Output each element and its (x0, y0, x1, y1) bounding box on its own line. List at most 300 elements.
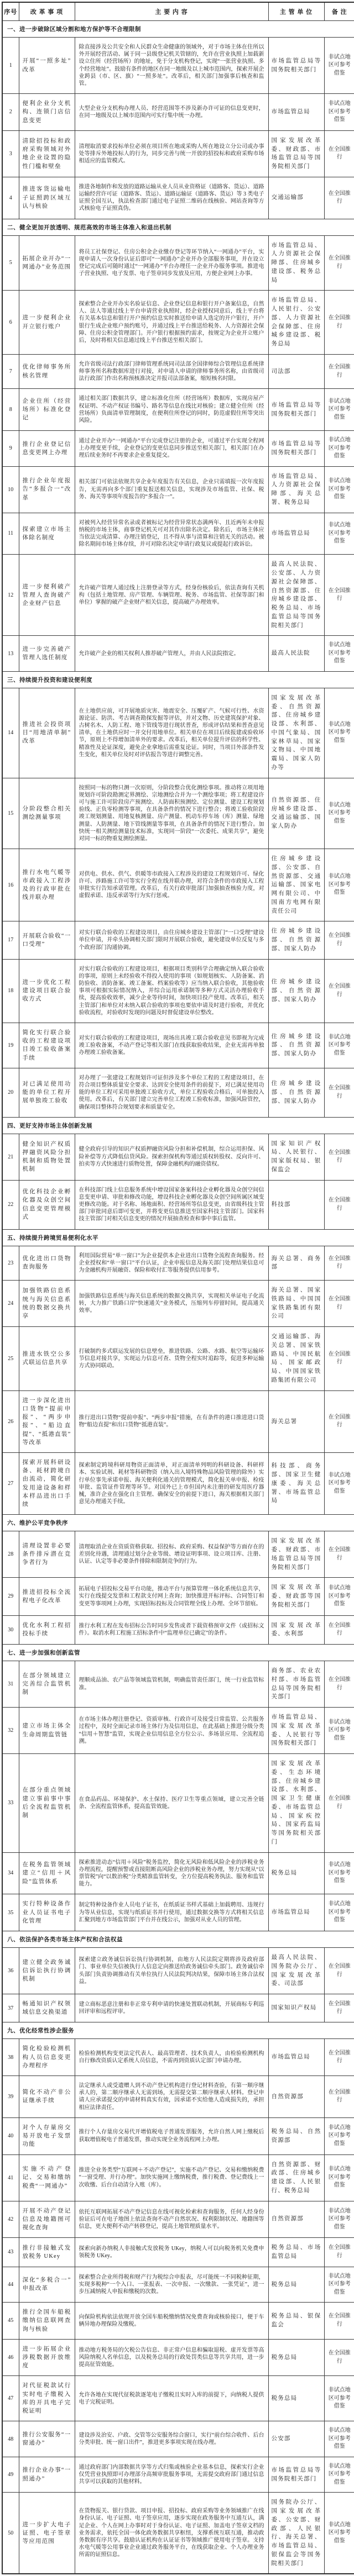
row-number-cell: 5 (2, 235, 19, 291)
row-number-cell: 47 (2, 2376, 19, 2421)
main-content-cell: 探索建立政务诚信诉讼执行协调机制，由地方人民法院定期将涉及政府部门、事业单位失信被执行人信息定向推送给政务诚信牵头部门。政务诚信牵头部门负责协调推动有关单位执行人民法院判决结果，保障市场主体合法权益。 (75, 1948, 268, 1994)
agency-cell: 市场监管总局 (268, 513, 324, 555)
note-cell: 在全国推行 (324, 354, 354, 389)
note-cell: 非试点地区可参考借鉴 (324, 849, 354, 921)
agency-cell: 住房城乡建设部、公安部、自然资源部、交通运输部、国家电网有限公司、中国南方电网有限责任公司 (268, 849, 324, 921)
row-number-cell: 17 (2, 921, 19, 959)
agency-cell: 国家发展改革委、财政部、市场监管总局等国务院相关部门 (268, 130, 324, 177)
reform-item-cell: 推行公安服务“一窗通办” (19, 2421, 75, 2457)
table-row (2, 38, 354, 94)
table-row (2, 1754, 354, 1853)
reform-item-cell: 在部分领域建立完善综合监管机制 (19, 1661, 75, 1708)
main-content-cell: 探索推进动态“信用＋风险”税务监控，简化无风险和低风险企业的涉税业务办理流程，提醒预警或直接阻断高风险企业的涉税业务办理，努力实现从“以票管税”向“以数治税”分类精准监管转变，全方位提高税务执法、服务和监管能力。 (75, 1852, 268, 1894)
row-number-cell: 31 (2, 1661, 19, 1708)
main-content-cell: 建设涉及治安、户政、交管等公安服务综合窗口，实行“前台综合收件、后台分类审批、统一窗口出件”，推进更多事项实现在线办理。 (75, 2421, 268, 2457)
table-row (2, 959, 354, 1023)
note-cell: 在全国推行 (324, 291, 354, 355)
reform-item-cell: 探索建立市场主体除名制度 (19, 513, 75, 555)
main-content-cell: 清理取消企业在资质资格获取、招投标、政府采购、权益保护等方面存在的差别化待遇，清理通过划分企业等级、增设证明事项、设立项目库、注册、认证、认定等非必要条件排除和限制竞争的行为。 (75, 1531, 268, 1578)
agency-cell: 市场监管总局 (268, 1894, 324, 1931)
note-cell: 非试点地区可参考借鉴 (324, 688, 354, 778)
row-number-cell: 30 (2, 1615, 19, 1645)
agency-cell: 税务总局、市场监管总局 (268, 2238, 324, 2267)
section-title: 四、更好支持市场主体创新发展 (2, 1117, 354, 1134)
section-header-row (2, 1229, 354, 1246)
note-cell: 非试点地区可参考借鉴 (324, 94, 354, 131)
table-row (2, 1390, 354, 1452)
note-cell: 在全国推行 (324, 959, 354, 1023)
table-row (2, 431, 354, 467)
row-number-cell: 38 (2, 2039, 19, 2076)
table-row (2, 2421, 354, 2457)
section-title: 三、持续提升投资和建设便利度 (2, 671, 354, 688)
reform-table-body (2, 21, 354, 2574)
agency-cell: 司法部 (268, 354, 324, 389)
main-content-cell: 对被列入经营异常名录或者被标记为经营异常状态满两年、且近两年未申报纳税的市场主体，商事登记机关可对其作出除名决定。除名后，市场主体应当依法完成清算、办理注销登记，且不得从事与清算和注销无关的活动。被除名期间市场主体存续，并可对除名决定申请行政复议或提起行政诉讼。 (75, 513, 268, 555)
reform-item-cell: 畅通知识产权领域信息交换渠道 (19, 1994, 75, 2022)
row-number-cell: 39 (2, 2076, 19, 2118)
main-content-cell: 推进全业务类型“互联网＋不动产登记”，实施不动产登记、交易和缴纳税费“一窗受理、并行办理”。加快实施网上缴纳税费，推行税费、登记费线上一次收缴、后台自动清分入账（库）。 (75, 2154, 268, 2201)
main-content-cell: 通过企业开办“一网通办”平台完成登记注册的企业，可通过平台实现全程网上办理变更手续，企业登记的变更信息同步推送至相关部门，相关部门在办理后续业务时不再要求企业重复提交。 (75, 431, 268, 467)
reform-item-cell: 进一步便利破产管理人查询破产企业财产信息 (19, 555, 75, 636)
reform-item-cell: 清除招投标和政府采购领域对外地企业设置的隐性门槛和壁垒 (19, 130, 75, 177)
row-number-cell: 26 (2, 1390, 19, 1452)
table-row (2, 636, 354, 672)
row-number-cell: 21 (2, 1134, 19, 1180)
agency-cell: 最高人民法院、公安部、人力资源社会保障部、自然资源部、住房城乡建设部、税务总局、市场监管总局等国务院相关部门 (268, 555, 324, 636)
reform-items-table (2, 2, 354, 2574)
reform-item-cell: 进一步拓展企业涉税数据开放维度 (19, 2339, 75, 2376)
agency-cell: 税务总局 (268, 2376, 324, 2421)
agency-cell: 自然资源部、住房城乡建设部、交通运输部、国家人防办 (268, 778, 324, 849)
table-row (2, 1578, 354, 1615)
agency-cell: 市场监管总局、人民银行、公安部、人力资源社会保障部、住房城乡建设部、税务总局 (268, 291, 324, 355)
row-number-cell: 46 (2, 2339, 19, 2376)
table-row (2, 389, 354, 431)
row-number-cell: 45 (2, 2303, 19, 2340)
table-header (2, 2, 354, 21)
agency-cell: 国家知识产权局 (268, 1994, 324, 2022)
section-header-row (2, 219, 354, 235)
note-cell: 在全国推行 (324, 1246, 354, 1281)
row-number-cell: 19 (2, 1023, 19, 1068)
reform-item-cell: 推行水电气暖等市政接入工程涉及的行政审批在线并联办理 (19, 849, 75, 921)
note-cell: 在全国推行 (324, 130, 354, 177)
note-cell: 非试点地区可参考借鉴 (324, 431, 354, 467)
main-content-cell: 允许破产管理人通过线上注册登录等方式，经身份核验后，依法查询有关机构（包括土地管理、房产管理、车辆管理、税务、市场监管、社保等部门和单位）掌握的破产企业财产相关信息，提高破产办理效率。 (75, 555, 268, 636)
reform-item-cell: 开展联合验收“一口受理” (19, 921, 75, 959)
row-number-cell: 36 (2, 1948, 19, 1994)
agency-cell: 海关总署、国家铁路局、中国国家铁路集团有限公司 (268, 1281, 324, 1327)
main-content-cell: 法定继承人或受遗赠人到不动产登记机构进行登记材料查验，有第一顺序继承人的，第二顺序继承人无需到场，无需提交第二顺序继承人材料。登记申请人应承诺提交的申请材料真实有效，因承诺不实给他人造成损失的，承担相应法律责任。 (75, 2076, 268, 2118)
note-cell: 非试点地区可参考借鉴 (324, 636, 354, 672)
row-number-cell: 42 (2, 2201, 19, 2238)
main-content-cell: 利用国际贸易“单一窗口”为企业提供本企业进出口货物全流程查询服务。经企业授权和“单一窗口”平台认证，企业申报信息及海关部门处理结果信息可为金融机构开展融资、保险和收付汇等服务提供信用参考。 (75, 1246, 268, 1281)
table-row (2, 1615, 354, 1645)
reform-item-cell: 优化科技企业孵化器及众创空间信息变更管理模式 (19, 1180, 75, 1229)
main-content-cell: 通过政府部门内部数据共享等方式归集或核验企业基本信息，探索实行企业仅凭营业执照即可办理部分高频审批服务事项，无需提交政府部门通过信息共享可以获取的其他材料。 (75, 2457, 268, 2493)
row-number-cell: 37 (2, 1994, 19, 2022)
note-cell: 在全国推行 (324, 1390, 354, 1452)
main-content-cell: 检验检测机构变更法定代表人、最高管理者、技术负责人，由检验检测机构自行修改资质认定系统人员信息，不需再到资质认定部门申请办理。 (75, 2039, 268, 2076)
section-title: 五、持续提升跨境贸易便利化水平 (2, 1229, 354, 1246)
reform-item-cell: 进一步完善破产管理人选任制度 (19, 636, 75, 672)
table-row (2, 354, 354, 389)
section-title: 一、进一步破除区域分割和地方保护等不合理限制 (2, 21, 354, 38)
table-row (2, 2267, 354, 2303)
row-number-cell: 12 (2, 555, 19, 636)
agency-cell: 市场监管总局等国务院相关部门 (268, 2457, 324, 2493)
main-content-cell: 除直接涉及公共安全和人民群众生命健康的领域外，对于市场主体在住所以外开展经营活动、属于同一县级登记机关管辖的，允许在营业执照上加载新设立住所（经营场所）的地址，免于分支机构登记，实现“一张营业执照、多个经营地址”。鼓励有条件的地区在同一地级及以上城市范围内，探索开展企业跨县（市、区、旗）“一照多址”。改革后，相关部门加强事后核查和监管。 (75, 38, 268, 94)
agency-cell: 最高人民法院 (268, 636, 324, 672)
note-cell: 在全国推行 (324, 1531, 354, 1578)
main-content-cell: 建立商标恶意注册和非正常专利申请的快速处置联动机制，开展商标专利巡回评审和远程评审。 (75, 1994, 268, 2022)
row-number-cell: 18 (2, 959, 19, 1023)
column-header-content: 主 要 内 容 (75, 2, 268, 21)
note-cell: 非试点地区可参考借鉴 (324, 1708, 354, 1754)
reform-item-cell: 推进水铁空公多式联运信息共享 (19, 1327, 75, 1391)
main-content-cell: 按照同一标的物只测一次原则，分阶段整合优化测绘事项。推动将立项用地规划许可阶段勘测定界测绘、宗地测绘合并为一个测绘事项；将工程建设许可与施工许可阶段房产预测绘、人防面积预测绘、定位测量、建设工程规划验线、正负零检测等事项，在具备条件的情况下进行整合；将竣工验收阶段竣工规划测量、用地复核测量、房产测量、机动车停车场（库）测量、绿地测量、人防测量、地下管线测量等事项，在具备条件的情况下进行整合。加快统一相关测绘测量技术标准，实现同一阶段“一次委托、成果共享”，避免对同一标的物重复测绘测量。 (75, 778, 268, 849)
main-content-cell: 探索整合企业所得税和财产行为税综合申报表，尽可能统一不同税种征期，实现多税种“一个入口、一张报表、一次申报、一次缴款、一张凭证”，进一步压减纳税人申报和缴税的次数。 (75, 2267, 268, 2303)
note-cell: 在全国推行 (324, 1068, 354, 1117)
table-row (2, 1661, 354, 1708)
main-content-cell: 打破制约多式联运发展的信息壁垒，推进铁路、公路、水路、航空等运输环节信息对接共享，实现运力信息可查、货物全程实时追踪等，促进多种运输方式协同联动。 (75, 1327, 268, 1391)
section-header-row (2, 1645, 354, 1661)
section-header-row (2, 2022, 354, 2039)
section-title: 八、依法保护各类市场主体产权和合法权益 (2, 1931, 354, 1948)
reform-item-cell: 实行特种设备作业人员证书电子化管理 (19, 1894, 75, 1931)
table-row (2, 513, 354, 555)
reform-item-cell: 加强铁路信息系统与海关信息系统的数据交换共享 (19, 1281, 75, 1327)
agency-cell: 住房城乡建设部、自然资源部、国家人防办 (268, 921, 324, 959)
main-content-cell: 推行水利工程在发布招标公告时同步发售或者下载资格预审文件（或招标文件）。取消水利工程施工招标条件中“监理单位已确定”的条件。 (75, 1615, 268, 1645)
main-content-cell: 清理取消要求投标单位必须在项目所在地或采购人所在地设立分公司或办事处等排斥外地投标人的行为，同步完善与统一开放的招投标和政府采购市场相适应的监管模式。 (75, 130, 268, 177)
row-number-cell: 22 (2, 1180, 19, 1229)
row-number-cell: 40 (2, 2117, 19, 2154)
row-number-cell: 11 (2, 513, 19, 555)
reform-item-cell: 拓展企业开办“一网通办”业务范围 (19, 235, 75, 291)
section-header-row (2, 1515, 354, 1531)
main-content-cell: 探索向新办纳税人非接触式发放税务 UKey，纳税人可以向税务机关免费申领税务 UKey。 (75, 2238, 268, 2267)
row-number-cell: 23 (2, 1246, 19, 1281)
note-cell: 在全国推行 (324, 2076, 354, 2118)
row-number-cell: 43 (2, 2238, 19, 2267)
table-row (2, 466, 354, 513)
main-content-cell: 理顺成品油、农产品等领域监管机制，明确监管责任部门，统一行业监管标准。 (75, 1661, 268, 1708)
agency-cell: 国务院办公厅、国家发展改革委、公安部、财政部、人民银行、海关总署、市场监管总局、银保监会等国务院相关部门 (268, 2493, 324, 2574)
reform-item-cell: 简化检验检测机构人员信息变更办理程序 (19, 2039, 75, 2076)
reform-item-cell: 开展“一照多址”改革 (19, 38, 75, 94)
row-number-cell: 24 (2, 1281, 19, 1327)
reform-item-cell: 在税务监管领域建立“信用＋风险”监管体系 (19, 1852, 75, 1894)
agency-cell: 市场监管总局等国务院相关部门 (268, 389, 324, 431)
section-header-row (2, 671, 354, 688)
main-content-cell: 允许破产企业的相关权利人推荐破产管理人，并由人民法院指定。 (75, 636, 268, 672)
note-cell: 在全国推行 (324, 1134, 354, 1180)
note-cell: 在全国推行 (324, 1281, 354, 1327)
note-cell: 在全国推行 (324, 921, 354, 959)
row-number-cell: 13 (2, 636, 19, 672)
main-content-cell: 相关部门可依法依规共享企业年度报告有关信息，企业只需填报一次年度报告，无需再向多个部门重复报送相关信息，实现涉及市场监管、社保、税务、海关等事项年度报告的“多报合一”。 (75, 466, 268, 513)
agency-cell: 市场监管总局等国务院相关部门 (268, 38, 324, 94)
reform-item-cell: 企业住所（经营场所）标准化登记 (19, 389, 75, 431)
agency-cell: 自然资源部 (268, 2201, 324, 2238)
note-cell: 非试点地区可参考借鉴 (324, 2154, 354, 2201)
row-number-cell: 2 (2, 94, 19, 131)
agency-cell: 税务总局、自然资源部 (268, 2117, 324, 2154)
note-cell: 在全国推行 (324, 1754, 354, 1853)
reform-item-cell: 优化律师事务所核名管理 (19, 354, 75, 389)
note-cell: 非试点地区可参考借鉴 (324, 1023, 354, 1068)
note-cell: 非试点地区可参考借鉴 (324, 2117, 354, 2154)
agency-cell: 国家发展改革委、财政部、市场监管总局等国务院相关部门 (268, 1531, 324, 1578)
table-row (2, 2457, 354, 2493)
agency-cell: 住房城乡建设部、自然资源部、国家人防办 (268, 1068, 324, 1117)
note-cell: 非试点地区可参考借鉴 (324, 2201, 354, 2238)
row-number-cell: 8 (2, 389, 19, 431)
row-number-cell: 50 (2, 2493, 19, 2574)
reform-item-cell: 便利企业分支机构、连锁门店信息变更 (19, 94, 75, 131)
table-row (2, 1994, 354, 2022)
table-row (2, 2117, 354, 2154)
note-cell: 非试点地区可参考借鉴 (324, 1578, 354, 1615)
column-header-item: 改 革 事 项 (19, 2, 75, 21)
agency-cell: 国家发展改革委、生态环境部、住房城乡建设部、水利部、国家卫生健康委、市场监管总局、国家疾控局、国家药监局等国务院相关部门 (268, 1754, 324, 1853)
agency-cell: 商务部、农业农村部、市场监管总局等国务院相关部门 (268, 1661, 324, 1708)
main-content-cell: 将员工社保登记、住房公积金企业缴存登记等环节纳入“一网通办”平台，实现申请人一次身份认证后即可“一网通办”企业开办全部服务事项，并在设立登记完成后可随时通过“一网通办”平台办理任一企业开办服务事项。推进电子营业执照、电子发票、电子签章同步发放及应用，方便企业网上办事。 (75, 235, 268, 291)
main-content-cell: 对实行联合验收的工程建设项目，由住房城乡建设主管部门“一口受理”建设单位申请，并牵头协调相关部门限时开展联合验收，避免建设单位反复与多个政府部门沟通协调。 (75, 921, 268, 959)
row-number-cell: 14 (2, 688, 19, 778)
agency-cell: 自然资源部 (268, 2076, 324, 2118)
note-cell: 在全国推行 (324, 177, 354, 219)
reform-item-cell: 开展不动产登记信息及地籍图可视化查询 (19, 2201, 75, 2238)
agency-cell: 市场监管总局 (268, 94, 324, 131)
row-number-cell: 44 (2, 2267, 19, 2303)
reform-item-cell: 进一步扩大电子证照、电子签章等应用范围 (19, 2493, 75, 2574)
note-cell: 在全国推行 (324, 1615, 354, 1645)
reform-item-cell: 推行全国车船税缴纳信息联网查询与核验 (19, 2303, 75, 2340)
main-content-cell: 通过相关部门数据共享，建立标准化住所（经营场所）数据库，实现房屋产权证明、不动产权证书编号、路名等信息在线比对核验；建立健全住所（经营场所）负面清单管理制度，在便利住所登记的同时，防范虚假住所等突出风险。 (75, 389, 268, 431)
table-row (2, 2493, 354, 2574)
reform-item-cell: 探索开展科研设备、耗材跨境自由流动，简化研发用途设备和样本样品进出口手续 (19, 1453, 75, 1515)
table-row (2, 1894, 354, 1931)
table-row (2, 1852, 354, 1894)
main-content-cell: 在土地供应前，可开展地质灾害、地震安全、压覆矿产、气候可行性、水资源论证、防洪、考古调查勘探发掘等评估，并对文物、历史建筑保护对象、古树名木、人防工程、地下管线等进行现状普查，形成评估结果和普查意见清单，在土地供应时一并交付用地单位。相关单位在项目后续报建或验收环节，原则上不得增加清单外的要求。改革后，相关单位提升评估的科学性、精准性及论证深度，避免企业拿地后需重复论证。同时，当项目外部条件发生变化，相关单位及时对评估报告等进行调整完善。 (75, 688, 268, 778)
reform-item-cell: 分阶段整合相关测绘测量事项 (19, 778, 75, 849)
main-content-cell: 对办理了一张建设工程规划许可证但涉及多个单位工程的工程建设项目，在符合项目整体质量安全要求、达到安全使用条件的前提下，对已满足使用功能的单位工程可采用单独竣工验收方式，单位工程验收合格后，可单独投入使用。改革后，有关部门建立完善单位工程竣工验收标准，加强风险管控，确保项目整体符合规划要求和质量安全。 (75, 1068, 268, 1117)
note-cell: 在全国推行 (324, 2339, 354, 2376)
main-content-cell: 对供电、供水、供气、供暖等市政接入工程涉及的建设工程规划许可、绿化许可、涉路施工许可等实行全程在线并联办理，对符合条件的市政接入工程审批实行告知承诺管理。改革后，有关行政审批部门加强抽查核验力度，对虚假承诺、违反承诺等行为实行惩戒。 (75, 849, 268, 921)
row-number-cell: 41 (2, 2154, 19, 2201)
row-number-cell: 35 (2, 1894, 19, 1931)
agency-cell: 交通运输部、海关总署、国家铁路局、中国民航局、国家邮政局、中国国家铁路集团有限公司 (268, 1327, 324, 1391)
note-cell: 在全国推行 (324, 1948, 354, 1994)
agency-cell: 市场监管总局 (268, 2039, 324, 2076)
main-content-cell: 在科技部门线上信息服务系统中增设国家备案科技企业孵化器及众创空间信息变更申请、审批和修改功能，增设科技企业孵化器及众创空间所属区域变更修改功能。对于名称、场地面积、经营场所等信息变更，由省级科技主管部门审批同意后即可变更，并将变更信息推送至国家科技主管部门。国家科技主管部门对相关信息变更的情况开展抽查检查和事中事后监管。 (75, 1180, 268, 1229)
table-row (2, 1023, 354, 1068)
table-row (2, 1948, 354, 1994)
agency-cell: 国家发展改革委、财政部等国务院相关部门 (268, 1578, 324, 1615)
reform-item-cell: 简化不动产非公证继承手续 (19, 2076, 75, 2118)
reform-item-cell: 优化进出口货物查询服务 (19, 1246, 75, 1281)
table-row (2, 2039, 354, 2076)
main-content-cell: 在市场主体办理注册登记、资质审核、行政许可及接受日常监管、公共服务过程中，及时全面记录市场主体行为及信用信息，在此基础上推进分级分类“信用＋智慧”监管，实现企业信用信息全方位公示、多场景应用、全流程追溯。 (75, 1708, 268, 1754)
note-cell: 在全国推行 (324, 1180, 354, 1229)
row-number-cell: 32 (2, 1708, 19, 1754)
note-cell: 非试点地区可参考借鉴 (324, 1453, 354, 1515)
note-cell: 在全国推行 (324, 2303, 354, 2340)
main-content-cell: 制定特种设备作业人员电子证书，在纸质证书样式基础上加载聘用、违规行为等从业信息，实现与纸质证书并行使用，通过数据交换等方式将相关信息汇聚到地方市场监管部门平台并在线公示，加强对从业人员的管理。 (75, 1894, 268, 1931)
main-content-cell: 推行个人存量房交易代开增值税电子普通发票服务，允许自然人网上缴税后获取增值税电子普通发票，推动实现全业务流程网上办理。 (75, 2117, 268, 2154)
reform-item-cell: 推进招投标全流程电子化改革 (19, 1578, 75, 1615)
row-number-cell: 49 (2, 2457, 19, 2493)
note-cell: 非试点地区可参考借鉴 (324, 2457, 354, 2493)
reform-item-cell: 推进客货运输电子证照跨区域互认与核验 (19, 177, 75, 219)
note-cell: 非试点地区可参考借鉴 (324, 1894, 354, 1931)
row-number-cell: 48 (2, 2421, 19, 2457)
reform-item-cell: 推行非接触式发放税务 UKey (19, 2238, 75, 2267)
table-row (2, 1281, 354, 1327)
reform-item-cell: 健全知识产权质押融资风险分担机制和质物处置机制 (19, 1134, 75, 1180)
note-cell: 在全国推行 (324, 1994, 354, 2022)
note-cell: 在全国推行 (324, 2039, 354, 2076)
table-row (2, 1246, 354, 1281)
agency-cell: 税务总局 (268, 2339, 324, 2376)
note-cell: 非试点地区可参考借鉴 (324, 466, 354, 513)
reform-item-cell: 推行企业年度报告“多报合一”改革 (19, 466, 75, 513)
table-row (2, 1180, 354, 1229)
agency-cell: 税务总局、银保监会 (268, 2303, 324, 2340)
row-number-cell: 34 (2, 1852, 19, 1894)
main-content-cell: 探索整合企业开办实名验证信息、企业登记信息和银行开户备案信息，自然人、法人等通过线上平台申请营业执照时，经企业授权同意后，线上平台将有关基本信息和银行开户预约信息实时推送给申请人选定的开户银行，开户银行生成企业账户预约账号，并通过线上平台推送给税务、人力资源社会保障、住房公积金管理部门。开户银行根据预约需求，按规定为企业开立账户后，及时将相关信息通过线上平台推送至相关部门。 (75, 291, 268, 355)
reform-item-cell: 建立健全政务诚信诉讼执行协调机制 (19, 1948, 75, 1994)
note-cell: 非试点地区可参考借鉴 (324, 2376, 354, 2421)
section-title: 二、健全更加开放透明、规范高效的市场主体准入和退出机制 (2, 219, 354, 235)
reform-item-cell: 清理设置非必要条件排斥潜在竞争者行为 (19, 1531, 75, 1578)
agency-cell: 海关总署 (268, 1390, 324, 1452)
reform-item-cell: 建立市场主体全生命周期监管链 (19, 1708, 75, 1754)
agency-cell: 国家发展改革委、自然资源部、住房城乡建设部、水利部、中国气象局、国家林草局、国家文物局、中国地震局、国家人防办等 (268, 688, 324, 778)
reform-item-cell: 在部分重点领域建立事前事中事后全流程监管机制 (19, 1754, 75, 1853)
row-number-cell: 16 (2, 849, 19, 921)
agency-cell: 科技部 (268, 1180, 324, 1229)
section-header-row (2, 21, 354, 38)
row-number-cell: 6 (2, 291, 19, 355)
table-row (2, 849, 354, 921)
agency-cell: 住房城乡建设部、自然资源部、国家人防办 (268, 1023, 324, 1068)
table-row (2, 130, 354, 177)
agency-cell: 国家知识产权局、人民银行、国家版权局、银保监会 (268, 1134, 324, 1180)
reform-item-cell: 对代征税款试行实时电子缴税入库的开具电子完税证明 (19, 2376, 75, 2421)
row-number-cell: 10 (2, 466, 19, 513)
agency-cell: 交通运输部 (268, 177, 324, 219)
note-cell: 非试点地区可参考借鉴 (324, 2267, 354, 2303)
section-header-row (2, 1931, 354, 1948)
table-row (2, 291, 354, 355)
agency-cell: 自然资源部、财政部、住房城乡建设部、人民银行、税务总局 (268, 2154, 324, 2201)
table-row (2, 2376, 354, 2421)
table-row (2, 921, 354, 959)
note-cell: 非试点地区可参考借鉴 (324, 513, 354, 555)
reform-item-cell: 进一步便利企业开立银行账户 (19, 291, 75, 355)
table-row (2, 1134, 354, 1180)
agency-cell: 海关总署、商务部 (268, 1246, 324, 1281)
reform-item-cell: 深化“多税合一”申报改革 (19, 2267, 75, 2303)
agency-cell: 最高人民法院、国务院办公厅、国家发展改革委、司法部 (268, 1948, 324, 1994)
reform-item-cell: 推进社会投资项目“用地清单制”改革 (19, 688, 75, 778)
reform-item-cell: 对个人存量房交易开放电子发票功能 (19, 2117, 75, 2154)
table-row (2, 2238, 354, 2267)
agency-cell: 税务总局 (268, 1852, 324, 1894)
section-header-row (2, 1117, 354, 1134)
main-content-cell: 拓展电子招投标交易平台功能，推动平台与预算管理一体化系统信息共享，实行在线提交发票和工程款支付网上查询；加快推进开标评标、合同签订和变更等事项网上办理，实现招标投标及合同管理全线上办理、全环节留痕。 (75, 1578, 268, 1615)
main-content-cell: 对实行联合验收的工程建设项目，根据项目类别科学合理确定纳入联合验收的事项，原则上未经验收不得投入使用的事项（如规划核实、人防备案、消防验收、消防备案、竣工备案、档案验收等）应当纳入联合验收，其他验收事项可根据实际情况纳入，并综合运用承诺制等多种方式灵活办理验收手续，提高验收效率，减少企业等待时间，加快项目投产使用。改革后，相关主管部门和单位对未纳入联合验收的事项也要依申请及时进行验收，并优化验收流程，对验收时发现的问题及时督促建设单位整改。 (75, 959, 268, 1023)
main-content-cell: 推进各地制作和发放的道路运输从业人员从业资格证（道路客、货运）、道路运输经营许可证（道路客、货运）、道路运输证（道路客、货运）等 3 类电子证照全国互认，执法检查部门通过电子证照二维码在线核验、网站查询等方式核验电子证照真伪。 (75, 177, 268, 219)
row-number-cell: 33 (2, 1754, 19, 1853)
agency-cell: 市场监管总局、国家发展改革委、人民银行等国务院相关部门 (268, 1708, 324, 1754)
reform-item-cell: 进一步深化进出口货物“提前申报”、“两步申报”、“船边直提”、“抵港直装”等改革 (19, 1390, 75, 1452)
column-header-note: 备 注 (324, 2, 354, 21)
table-row (2, 2303, 354, 2340)
agency-cell: 国家发展改革委、水利部 (268, 1615, 324, 1645)
row-number-cell: 27 (2, 1453, 19, 1515)
note-cell: 在全国推行 (324, 235, 354, 291)
table-row (2, 1327, 354, 1391)
note-cell: 在全国推行 (324, 555, 354, 636)
agency-cell: 市场监管总局等国务院相关部门 (268, 431, 324, 467)
table-row (2, 778, 354, 849)
note-cell: 非试点地区可参考借鉴 (324, 38, 354, 94)
row-number-cell: 7 (2, 354, 19, 389)
row-number-cell: 3 (2, 130, 19, 177)
note-cell: 非试点地区可参考借鉴 (324, 389, 354, 431)
main-content-cell: 对实行联合验收的工程建设项目，现场出具竣工联合验收意见书即视为完成竣工验收备案，不动产登记等相关部门在线获取验收结果，企业无需再单独办理竣工验收备案。 (75, 1023, 268, 1068)
table-row (2, 2076, 354, 2118)
agency-cell: 住房城乡建设部、自然资源部、国家人防办 (268, 959, 324, 1023)
table-row (2, 2339, 354, 2376)
reform-item-cell: 对已满足使用功能的单位工程开展单独竣工验收 (19, 1068, 75, 1117)
note-cell: 非试点地区可参考借鉴 (324, 2493, 354, 2574)
row-number-cell: 25 (2, 1327, 19, 1391)
main-content-cell: 加强铁路信息系统与海关信息系统的数据交换共享，实现相关单证电子化流转，大力推广铁路口岸“快速通关”业务模式，压缩列车停留时间，提高通关效率。 (75, 1281, 268, 1327)
agency-cell: 公安部 (268, 2421, 324, 2457)
agency-cell: 税务总局 (268, 2267, 324, 2303)
agency-cell: 科技部、商务部、国家卫生健康委、海关总署、市场监管总局 (268, 1453, 324, 1515)
row-number-cell: 4 (2, 177, 19, 219)
table-row (2, 688, 354, 778)
row-number-cell: 15 (2, 778, 19, 849)
main-content-cell: 推行进出口货物“提前申报”、“两步申报”措施，在有条件的港口推进进口货物“船边直提”和出口货物“抵港直装”。 (75, 1390, 268, 1452)
row-number-cell: 1 (2, 38, 19, 94)
table-row (2, 2201, 354, 2238)
table-row (2, 555, 354, 636)
row-number-cell: 20 (2, 1068, 19, 1117)
main-content-cell: 允许省级司法行政部门律师管理系统同司法部全国律师综合管理信息系统律师事务所名称数据库进行对接，对申请人申请的律师事务所名称，由省级司法行政部门作出名称预核准决定并报司法部备案，缩短核名时限。 (75, 354, 268, 389)
reform-item-cell: 简化实行联合验收的工程建设项目竣工验收备案手续 (19, 1023, 75, 1068)
note-cell: 非试点地区可参考借鉴 (324, 778, 354, 849)
table-header-row (2, 2, 354, 21)
row-number-cell: 9 (2, 431, 19, 467)
main-content-cell: 允许各地在实现代征税款逐笔电子缴税且实时入库的前提下，向纳税人提供电子完税证明。 (75, 2376, 268, 2421)
table-row (2, 235, 354, 291)
note-cell: 非试点地区可参考借鉴 (324, 2421, 354, 2457)
agency-cell: 市场监管总局、人力资源社会保障部、海关总署、税务总局 (268, 466, 324, 513)
row-number-cell: 28 (2, 1531, 19, 1578)
note-cell: 非试点地区可参考借鉴 (324, 1852, 354, 1894)
reform-item-cell: 推行企业登记信息变更网上办理 (19, 431, 75, 467)
column-header-agency: 主 管 单 位 (268, 2, 324, 21)
agency-cell: 市场监管总局、人力资源社会保障部、住房城乡建设部、税务总局 (268, 235, 324, 291)
